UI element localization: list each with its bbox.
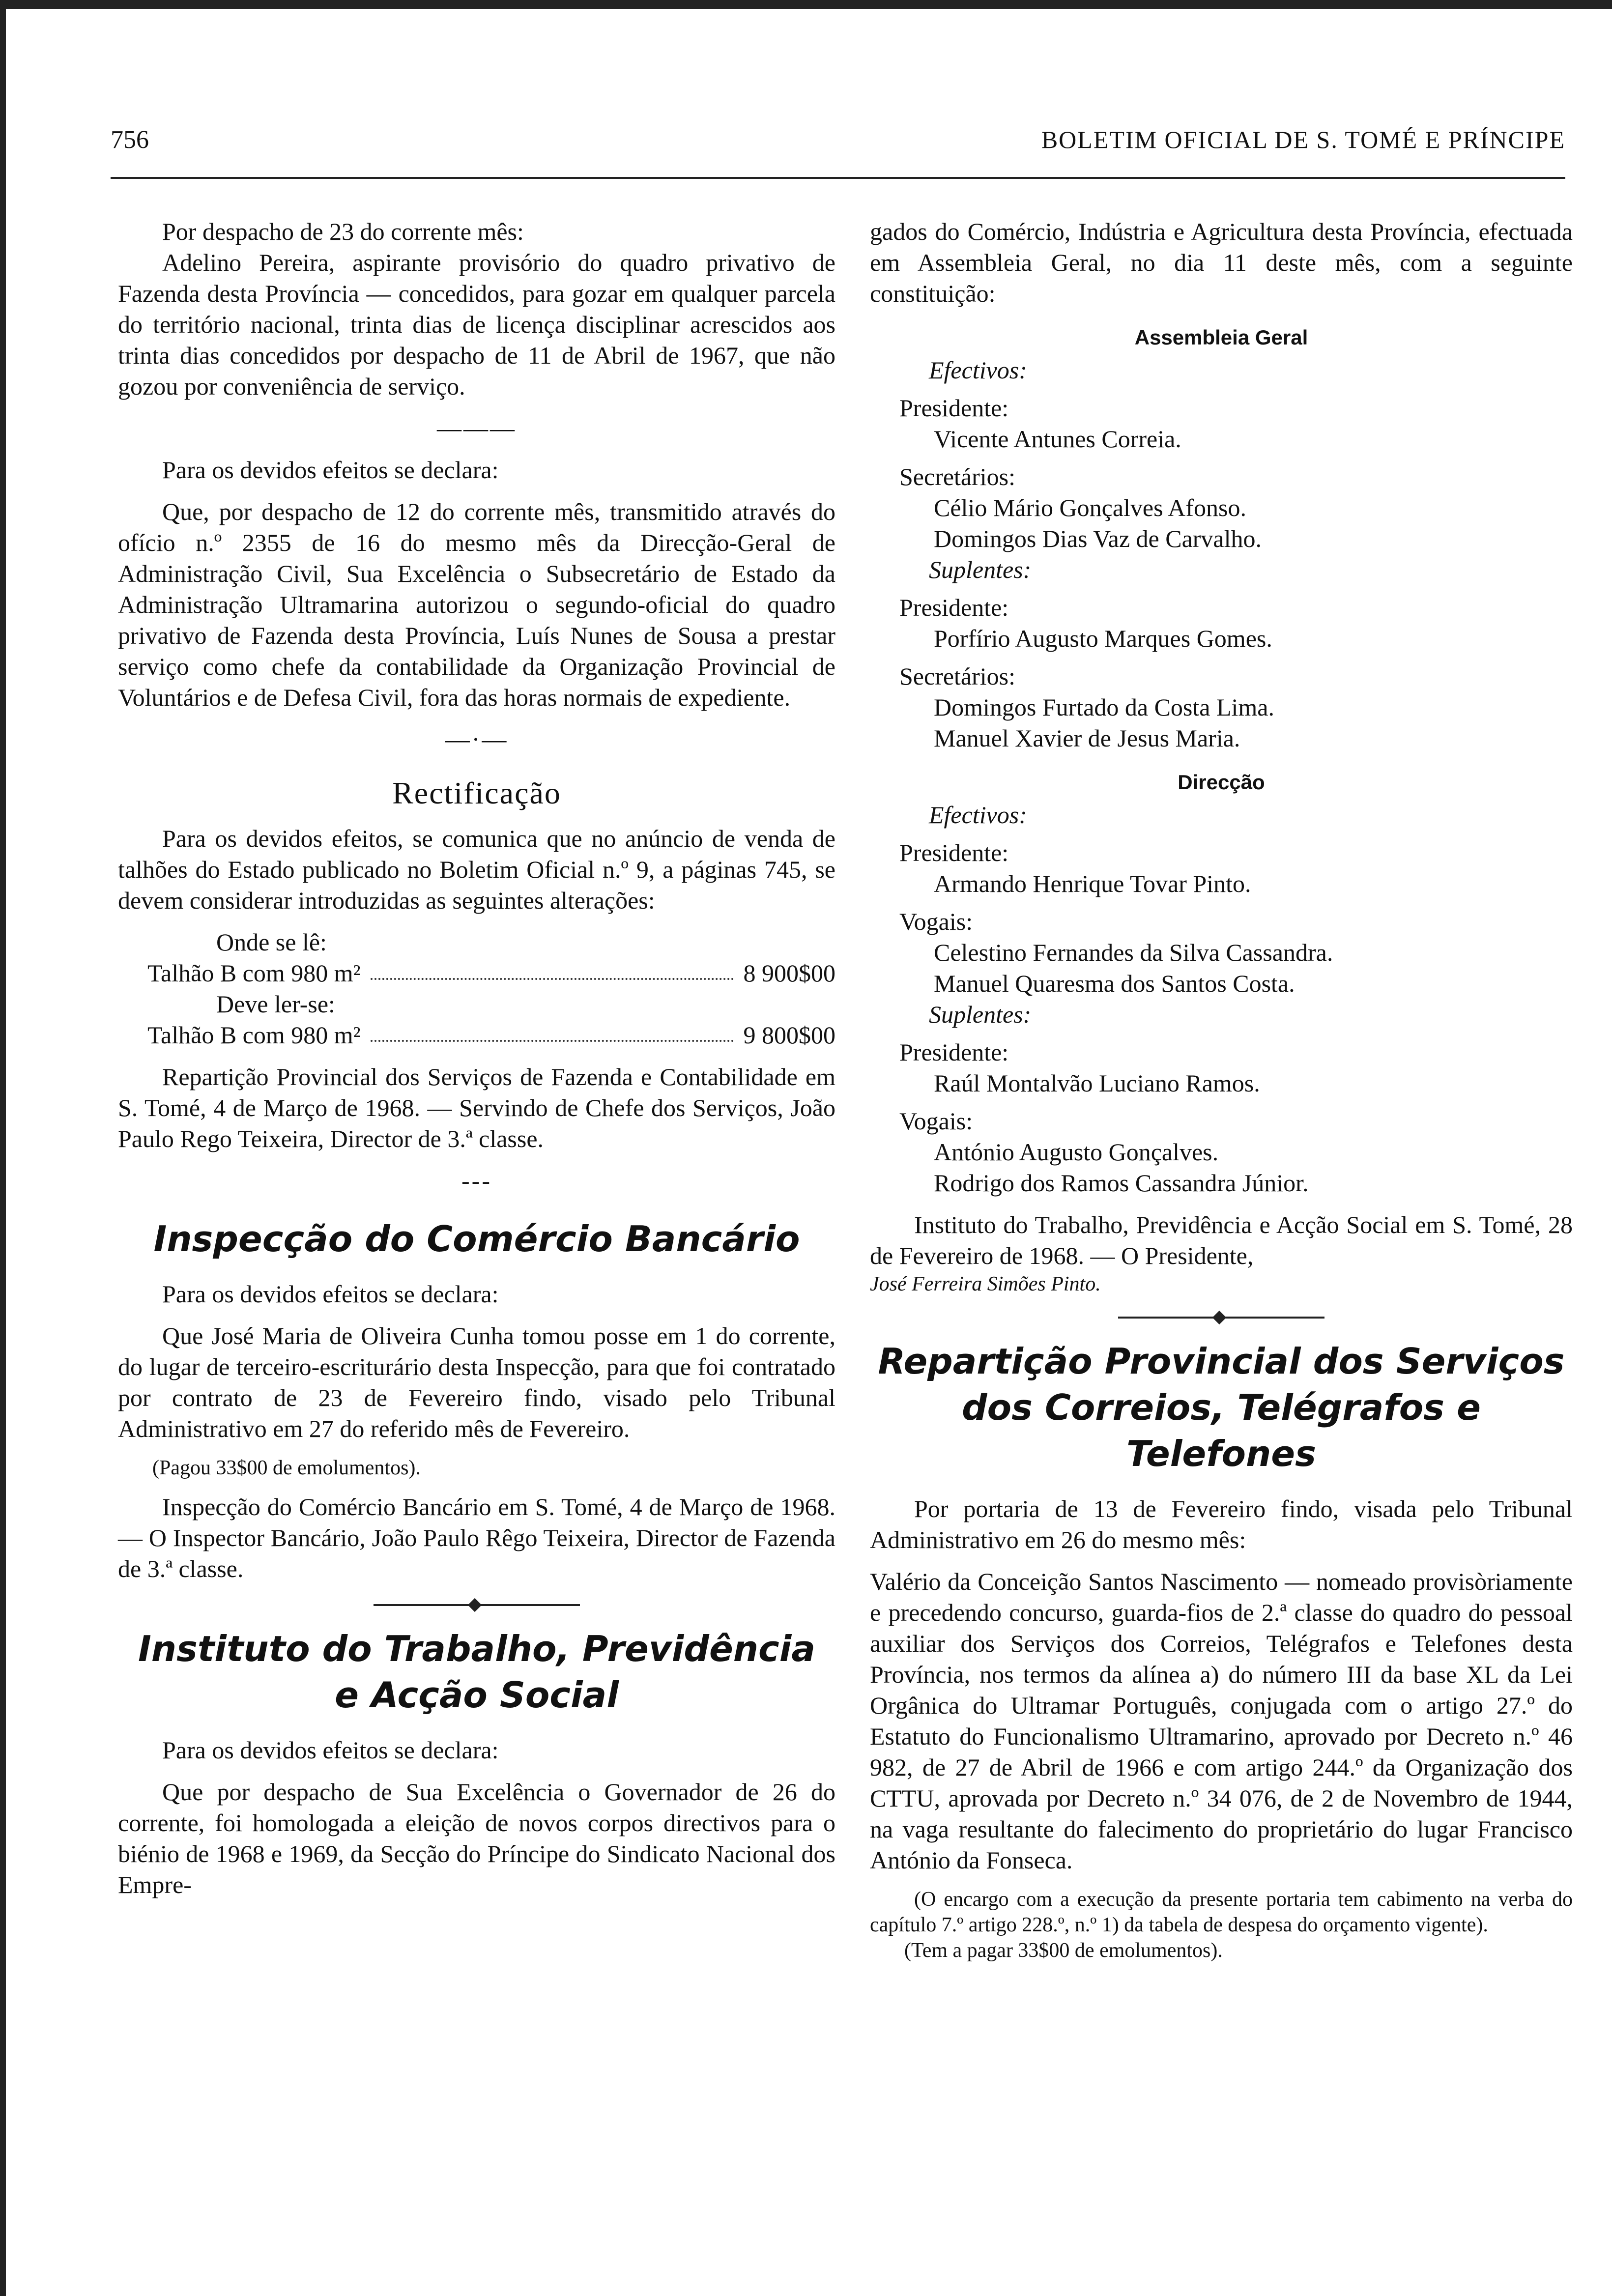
direccao-heading: Direcção (1178, 771, 1265, 794)
member-name: Domingos Furtado da Costa Lima. (934, 693, 1274, 721)
page-number: 756 (111, 126, 149, 154)
talhao-value: 8 900$00 (743, 959, 835, 987)
presidente-label: Presidente: (899, 1038, 1009, 1066)
member-name: Armando Henrique Tovar Pinto. (934, 870, 1251, 897)
inspeccao-fee: (Pagou 33$00 de emolumentos). (152, 1457, 421, 1479)
member-name: Raúl Montalvão Luciano Ramos. (934, 1069, 1260, 1097)
left-column (118, 216, 835, 1900)
despacho-intro: Por despacho de 23 do corrente mês: (162, 218, 524, 245)
suplentes-label: Suplentes: (929, 1001, 1032, 1028)
page-header (111, 125, 1565, 165)
secretarios-label: Secretários: (899, 662, 1016, 690)
reparticao-note: (O encargo com a execução da presente portaria tem cabimento na verba do capítulo 7.º artigo 228.º, n.º 1) da tabela de despesa do orçamento vigente). (870, 1888, 1573, 1936)
despacho-body: Adelino Pereira, aspirante provisório do quadro privativo de Fazenda desta Província — concedidos, para gozar em qualquer parcela do território nacional, trinta dias de licença disciplinar acrescidos aos trinta dias concedidos por despacho de 11 de Abril de 1967, que não gozou por conveniência de serviço. (118, 249, 835, 400)
talhao-row-old (118, 958, 835, 989)
instituto-body: Que por despacho de Sua Excelência o Governador de 26 do corrente, foi homologada a eleição de novos corpos directivos para o biénio de 1968 e 1969, da Secção do Príncipe do Sindicato Nacional dos Empre- (118, 1778, 835, 1898)
talhao-row-new (118, 1020, 835, 1051)
separator-dash: ——— (437, 414, 517, 442)
member-name: Porfírio Augusto Marques Gomes. (934, 625, 1272, 652)
reparticao-title-line1: Repartição Provincial dos Serviços (878, 1341, 1565, 1382)
assembleia-heading: Assembleia Geral (1134, 326, 1308, 349)
presidente-label: Presidente: (899, 594, 1009, 621)
rectificacao-title: Rectificação (392, 775, 561, 810)
section-divider (374, 1604, 580, 1606)
member-name: Célio Mário Gonçalves Afonso. (934, 494, 1247, 521)
page-left-border (0, 0, 6, 2296)
inspeccao-signature: Inspecção do Comércio Bancário em S. Tomé, 4 de Março de 1968. — O Inspector Bancário, João Paulo Rêgo Teixeira, Director de Fazenda de 3.ª classe. (118, 1493, 835, 1582)
instituto-signature: Instituto do Trabalho, Previdência e Acção Social em S. Tomé, 28 de Fevereiro de 1968. — O Presidente, (870, 1211, 1573, 1269)
journal-title: BOLETIM OFICIAL DE S. TOMÉ E PRÍNCIPE (1041, 126, 1565, 153)
instituto-intro: Para os devidos efeitos se declara: (162, 1736, 499, 1764)
presidente-label: Presidente: (899, 839, 1009, 866)
reparticao-body: Valério da Conceição Santos Nascimento — nomeado provisòriamente e precedendo concurso, guarda-fios de 2.ª classe do quadro do pessoal auxiliar dos Serviços dos Correios, Telégrafos e Telefones desta Província, nos termos da alínea a) do número III da base XL da Lei Orgânica do Ultramar Português, conjugada com o artigo 27.º do Estatuto do Funcionalismo Ultramarino, aprovado por Decreto n.º 46 982, de 27 de Abril de 1966 e com artigo 244.º da Organização dos CTTU, aprovada por Decreto n.º 34 076, de 2 de Novembro de 1944, na vaga resultante do falecimento do proprietário do lugar Francisco António da Fonseca. (870, 1568, 1573, 1874)
right-column (870, 216, 1573, 1963)
instituto-signature-name: José Ferreira Simões Pinto. (870, 1273, 1101, 1295)
talhao-value: 9 800$00 (743, 1021, 835, 1049)
instituto-title-line1: Instituto do Trabalho, Previdência (138, 1628, 816, 1669)
dot-leader (371, 1020, 734, 1042)
member-name: Vicente Antunes Correia. (934, 425, 1181, 453)
member-name: Celestino Fernandes da Silva Cassandra. (934, 939, 1333, 966)
presidente-label: Presidente: (899, 394, 1009, 422)
talhao-label: Talhão B com 980 m² (147, 1021, 361, 1049)
instituto-body-continued: gados do Comércio, Indústria e Agricultura desta Província, efectuada em Assembleia Geral, no dia 11 deste mês, com a seguinte constituição: (870, 218, 1573, 307)
suplentes-label: Suplentes: (929, 556, 1032, 583)
declaration-body: Que, por despacho de 12 do corrente mês, transmitido através do ofício n.º 2355 de 16 do mesmo mês da Direcção-Geral de Administração Civil, Sua Excelência o Subsecretário de Estado da Administração Ultramarina autorizou o segundo-oficial do quadro privativo de Fazenda desta Província, Luís Nunes de Sousa a prestar serviço como chefe da contabilidade da Organização Provincial de Voluntários e de Defesa Civil, fora das horas normais de expediente. (118, 498, 835, 711)
member-name: Domingos Dias Vaz de Carvalho. (934, 525, 1262, 552)
member-name: Rodrigo dos Ramos Cassandra Júnior. (934, 1169, 1309, 1197)
member-name: António Augusto Gonçalves. (934, 1138, 1219, 1166)
secretarios-label: Secretários: (899, 463, 1016, 490)
efectivos-label: Efectivos: (929, 801, 1027, 829)
talhao-label: Talhão B com 980 m² (147, 959, 361, 987)
reparticao-title-line2: dos Correios, Telégrafos e Telefones (962, 1387, 1481, 1474)
separator-dash: —·— (445, 725, 509, 753)
inspeccao-intro: Para os devidos efeitos se declara: (162, 1280, 499, 1308)
inspeccao-title: Inspecção do Comércio Bancário (153, 1218, 800, 1260)
dot-leader (371, 958, 734, 980)
declaration-intro: Para os devidos efeitos se declara: (162, 456, 499, 484)
header-rule (111, 177, 1565, 179)
rectificacao-signature: Repartição Provincial dos Serviços de Fazenda e Contabilidade em S. Tomé, 4 de Março de 1968. — Servindo de Chefe dos Serviços, João Paulo Rego Teixeira, Director de 3.ª classe. (118, 1063, 835, 1152)
member-name: Manuel Xavier de Jesus Maria. (934, 724, 1240, 752)
instituto-title-line2: e Acção Social (335, 1674, 619, 1716)
vogais-label: Vogais: (899, 1107, 973, 1135)
member-name: Manuel Quaresma dos Santos Costa. (934, 970, 1295, 997)
section-divider (1118, 1317, 1324, 1319)
efectivos-label: Efectivos: (929, 356, 1027, 384)
page-top-border (0, 0, 1612, 9)
vogais-label: Vogais: (899, 908, 973, 935)
rectificacao-body: Para os devidos efeitos, se comunica que no anúncio de venda de talhões do Estado publicado no Boletim Oficial n.º 9, a páginas 745, se devem considerar introduzidas as seguintes alterações: (118, 825, 835, 914)
onde-se-le-label: Onde se lê: (216, 928, 327, 956)
reparticao-intro: Por portaria de 13 de Fevereiro findo, visada pelo Tribunal Administrativo em 26 do mesmo mês: (870, 1495, 1573, 1553)
reparticao-fee: (Tem a pagar 33$00 de emolumentos). (904, 1939, 1223, 1962)
deve-ler-se-label: Deve ler-se: (216, 990, 335, 1018)
separator-dash: --- (461, 1167, 492, 1194)
inspeccao-body: Que José Maria de Oliveira Cunha tomou posse em 1 do corrente, do lugar de terceiro-escriturário desta Inspecção, para que foi contratado por contrato de 23 de Fevereiro findo, visado pelo Tribunal Administrativo em 27 do referido mês de Fevereiro. (118, 1322, 835, 1442)
